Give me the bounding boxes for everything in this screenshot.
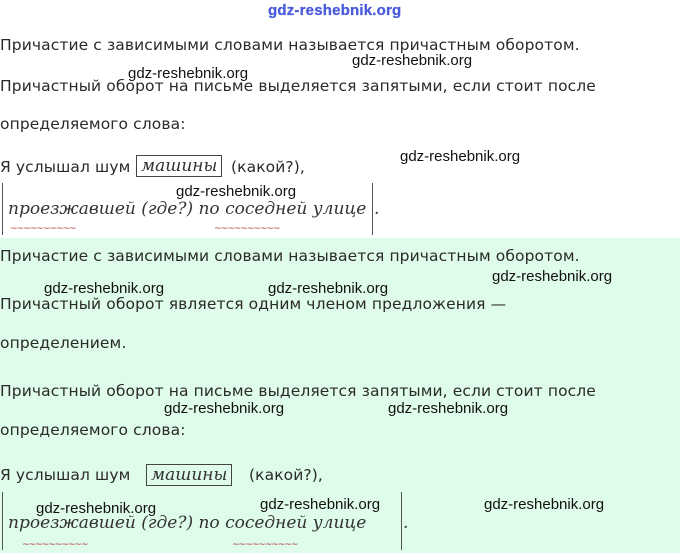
watermark: gdz-reshebnik.org — [128, 65, 249, 82]
block2-line3: определением. — [0, 334, 127, 352]
block1-line1: Причастие с зависимыми словами называется причастным оборотом. — [0, 36, 580, 54]
block2-line4: Причастный оборот на письме выделяется запятыми, если стоит после — [0, 382, 596, 400]
block1-example-question: (какой?), — [231, 158, 305, 176]
block1-wavy-underline-2: ~~~~~~~~~~ — [214, 224, 280, 234]
watermark: gdz-reshebnik.org — [268, 280, 389, 297]
watermark: gdz-reshebnik.org — [484, 496, 605, 513]
watermark: gdz-reshebnik.org — [44, 280, 165, 297]
block2-boxed-word: машины — [146, 464, 232, 486]
block2-right-bracket — [401, 492, 402, 550]
block2-example-prefix: Я услышал шум — [0, 466, 131, 484]
block1-wavy-underline-1: ~~~~~~~~~~ — [10, 224, 76, 234]
watermark: gdz-reshebnik.org — [176, 183, 297, 200]
block2-line5: определяемого слова: — [0, 421, 186, 439]
watermark: gdz-reshebnik.org — [164, 400, 285, 417]
block1-phrase: проезжавшей (где?) по соседней улице — [8, 199, 367, 219]
block1-boxed-word: машины — [136, 155, 222, 177]
block1-example-prefix: Я услышал шум — [0, 158, 131, 176]
block2-example-question: (какой?), — [249, 466, 323, 484]
block1-phrase-end: . — [374, 199, 380, 219]
block2-wavy-underline-1: ~~~~~~~~~~ — [22, 540, 88, 550]
block2-left-bracket — [2, 492, 3, 550]
watermark: gdz-reshebnik.org — [400, 148, 521, 165]
block1-line3: определяемого слова: — [0, 115, 186, 133]
site-header-link[interactable]: gdz-reshebnik.org — [268, 2, 402, 19]
watermark: gdz-reshebnik.org — [260, 496, 381, 513]
block2-phrase: проезжавшей (где?) по соседней улице — [8, 513, 367, 533]
block1-line2: Причастный оборот на письме выделяется запятыми, если стоит после — [0, 77, 596, 95]
watermark: gdz-reshebnik.org — [352, 52, 473, 69]
block2-wavy-underline-2: ~~~~~~~~~~ — [232, 540, 298, 550]
watermark: gdz-reshebnik.org — [388, 400, 509, 417]
watermark: gdz-reshebnik.org — [36, 500, 157, 517]
block1-left-bracket — [2, 183, 3, 235]
watermark: gdz-reshebnik.org — [492, 268, 613, 285]
block2-line1: Причастие с зависимыми словами называется причастным оборотом. — [0, 247, 580, 265]
block1-right-bracket — [372, 183, 373, 235]
block2-line2: Причастный оборот является одним членом предложения — — [0, 295, 507, 313]
block2-phrase-end: . — [403, 513, 409, 533]
